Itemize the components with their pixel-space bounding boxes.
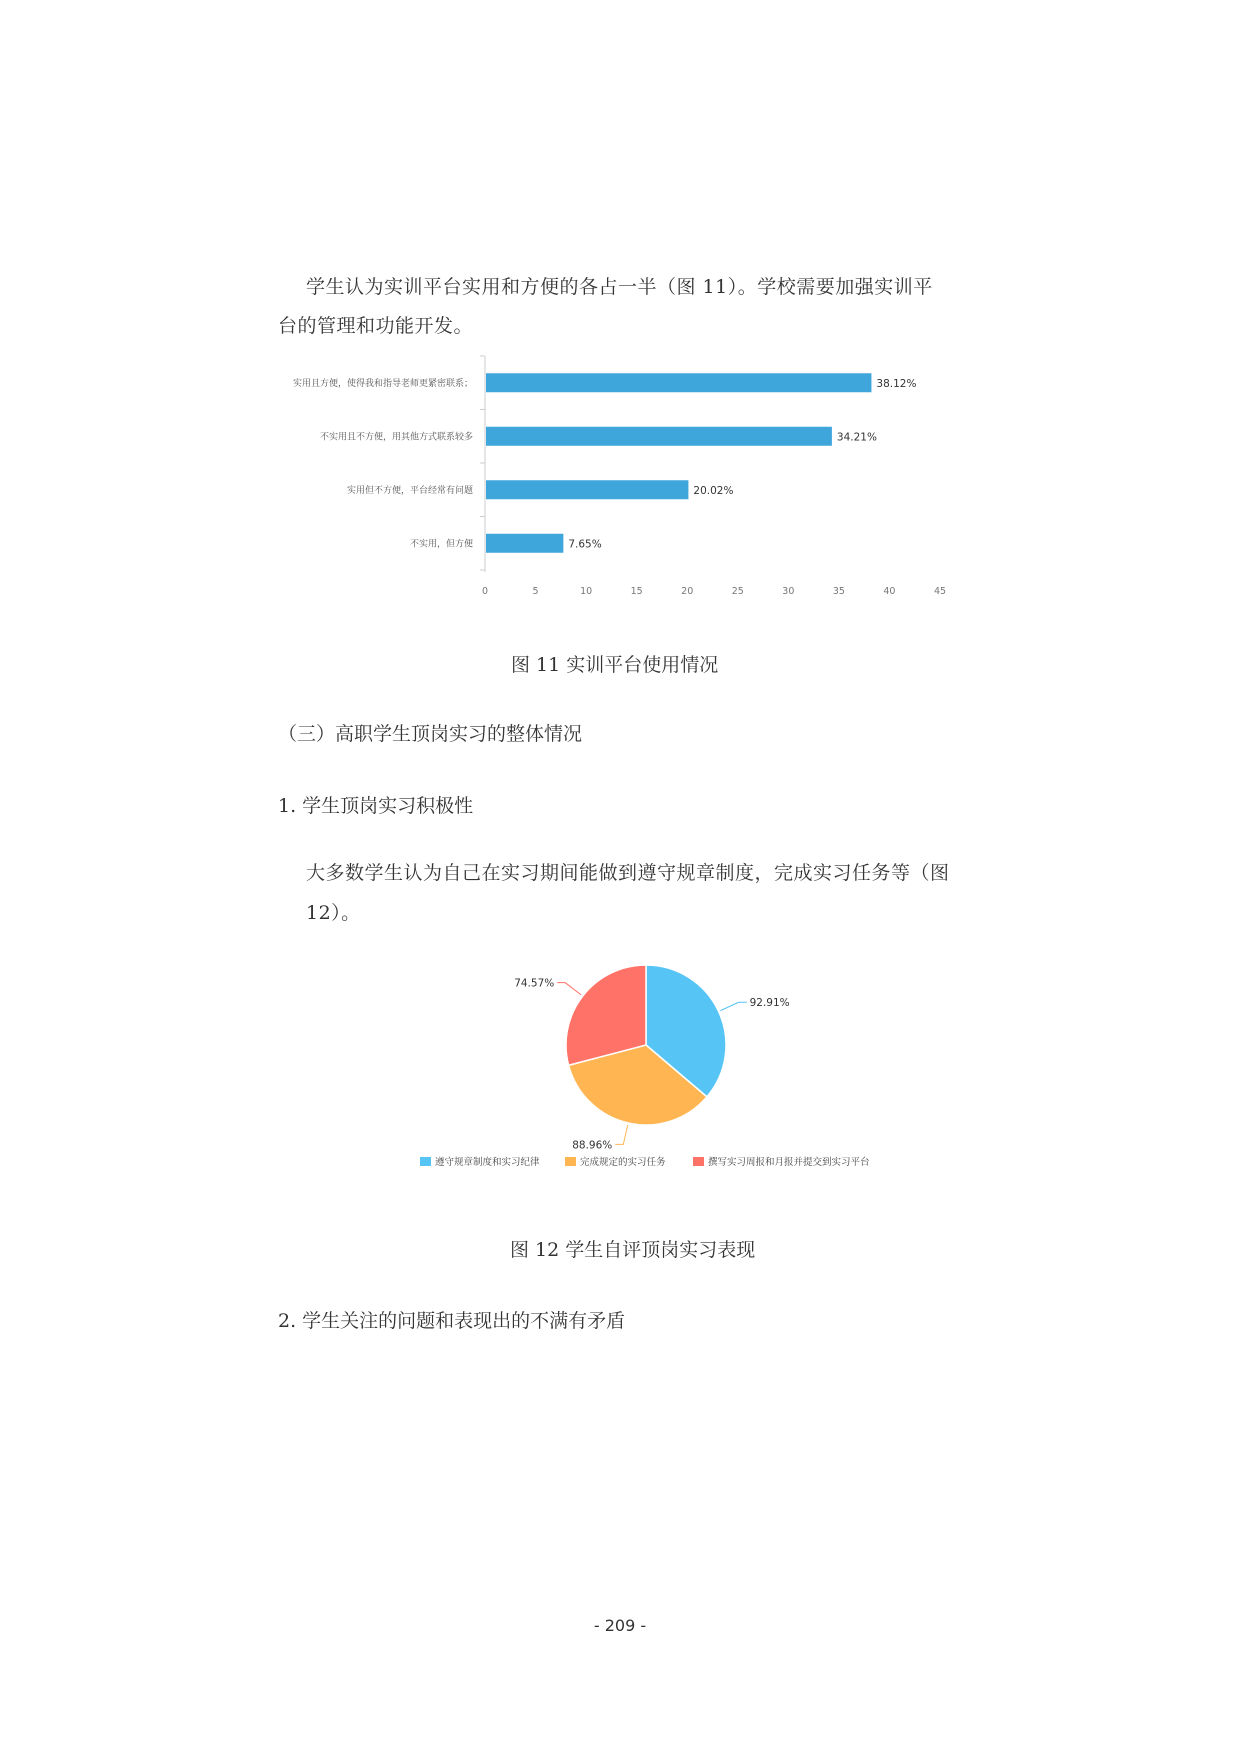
- subsection-1-heading: 1. 学生顶岗实习积极性: [278, 795, 474, 817]
- figure-11-caption: 图 11 实训平台使用情况: [511, 654, 719, 676]
- bar-chart-figure-11: [270, 350, 970, 600]
- x-tick-label: 15: [630, 586, 643, 597]
- page-number: - 209 -: [593, 1616, 647, 1635]
- x-tick-label: 10: [580, 586, 593, 597]
- x-tick-label: 45: [933, 586, 947, 597]
- bar: [486, 480, 688, 499]
- bar-data-label: 38.12%: [876, 377, 917, 390]
- x-tick-label: 20: [681, 586, 694, 597]
- x-tick-label: 0: [481, 586, 489, 597]
- bar: [486, 373, 871, 392]
- section-3-heading: （三）高职学生顶岗实习的整体情况: [278, 723, 583, 745]
- legend-label: 完成规定的实习任务: [580, 1157, 666, 1168]
- pie-leader-line: [615, 1125, 627, 1144]
- bar-data-label: 20.02%: [693, 484, 734, 497]
- subsection-2-heading: 2. 学生关注的问题和表现出的不满有矛盾: [278, 1310, 626, 1332]
- bar-data-label: 7.65%: [568, 538, 602, 551]
- bar: [486, 427, 832, 446]
- bar-category-label: 实用且方便，使得我和指导老师更紧密联系；: [292, 378, 473, 389]
- legend-label: 遵守规章制度和实习纪律: [435, 1157, 540, 1168]
- x-tick-label: 35: [832, 586, 845, 597]
- intro-line-1: 学生认为实训平台实用和方便的各占一半（图 11）。学校需要加强实训平: [306, 276, 933, 298]
- intro-line-2: 台的管理和功能开发。: [278, 315, 474, 337]
- x-tick-label: 25: [731, 586, 744, 597]
- bar-category-label: 实用但不方便，平台经常有问题: [346, 485, 473, 496]
- x-tick-label: 30: [782, 586, 795, 597]
- legend-label: 撰写实习周报和月报并提交到实习平台: [708, 1157, 870, 1168]
- bar-category-label: 不实用，但方便: [409, 539, 473, 550]
- x-tick-label: 40: [883, 586, 896, 597]
- pie-data-label: 74.57%: [514, 977, 555, 990]
- bar-data-label: 34.21%: [836, 431, 877, 444]
- legend-swatch: [565, 1157, 576, 1166]
- sub1-line-1: 大多数学生认为自己在实习期间能做到遵守规章制度，完成实习任务等（图: [306, 862, 950, 884]
- legend-swatch: [420, 1157, 431, 1166]
- pie-leader-line: [557, 983, 581, 995]
- figure-12-caption: 图 12 学生自评顶岗实习表现: [510, 1239, 756, 1261]
- bar-category-label: 不实用且不方便，用其他方式联系较多: [319, 432, 473, 443]
- bar: [486, 534, 563, 553]
- pie-data-label: 92.91%: [749, 997, 790, 1010]
- pie-chart-figure-12: [400, 945, 920, 1185]
- pie-leader-line: [720, 1002, 746, 1010]
- x-tick-label: 5: [532, 586, 539, 597]
- legend-swatch: [693, 1157, 704, 1166]
- sub1-line-2: 12）。: [306, 902, 361, 924]
- pie-data-label: 88.96%: [572, 1139, 613, 1152]
